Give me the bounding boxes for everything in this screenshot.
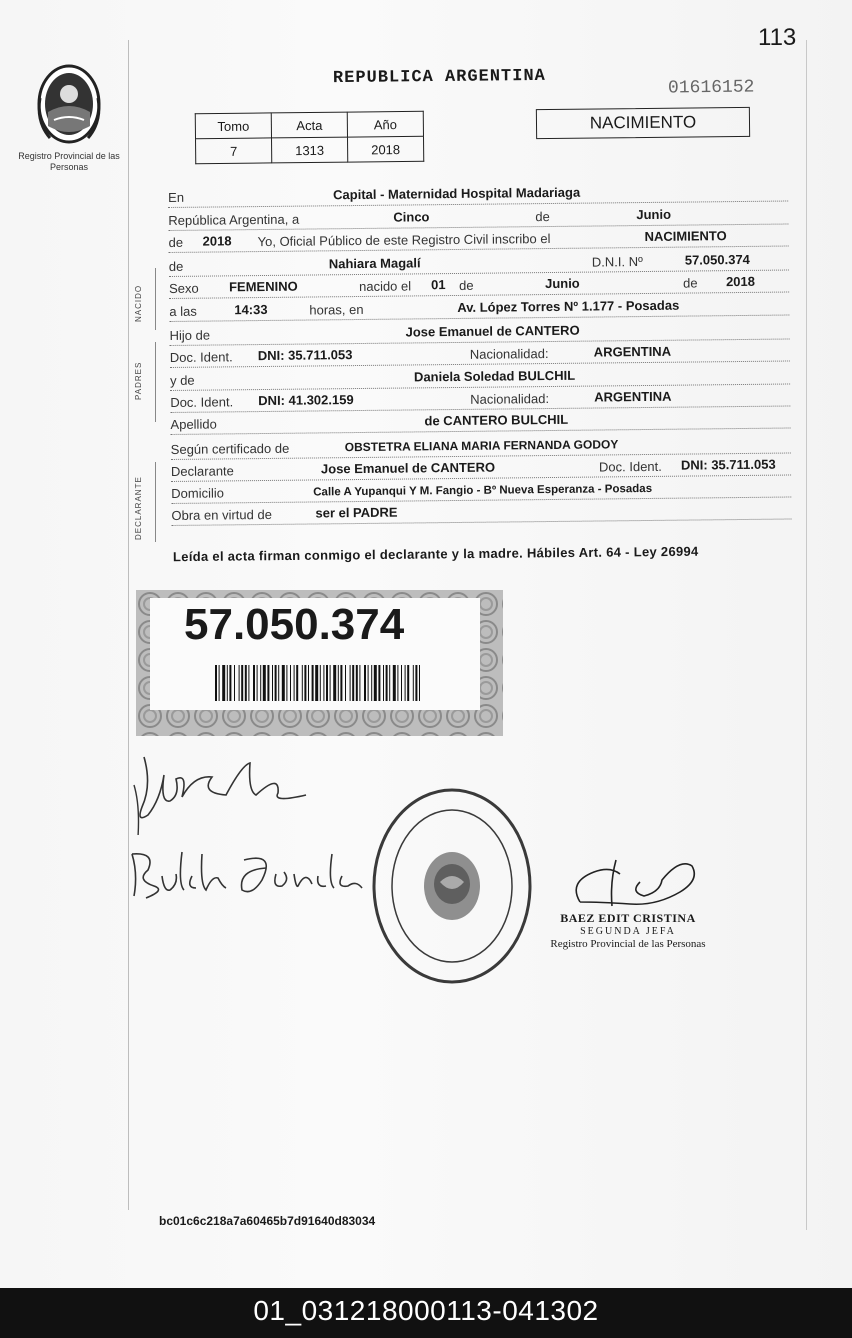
official-registry: Registro Provincial de las Personas [550, 938, 706, 950]
barcode-bar [215, 665, 217, 701]
tomo-header: Tomo [195, 113, 271, 139]
barcode-bar [405, 665, 406, 701]
father-nationality-value: ARGENTINA [593, 344, 672, 360]
declarant-doc-value: DNI: 35.711.053 [680, 456, 776, 473]
barcode-bar [386, 665, 388, 701]
barcode-bar [356, 665, 358, 701]
mother-signature [126, 840, 366, 910]
barcode-bar [345, 665, 346, 701]
barcode-bar [368, 665, 369, 701]
section-label-nacido: NACIDO [134, 284, 143, 322]
barcode-bar [260, 665, 261, 701]
barcode-bar [308, 665, 309, 701]
child-name-value: Nahiara Magalí [328, 255, 421, 272]
barcode-bar [278, 665, 279, 701]
mother-nationality-value: ARGENTINA [594, 388, 672, 405]
section-label-padres: PADRES [134, 361, 143, 400]
tomo-value: 7 [196, 138, 272, 164]
father-doc-value: DNI: 35.711.053 [257, 347, 353, 364]
barcode-bar [419, 665, 420, 701]
label-en: En [168, 190, 185, 206]
birth-place-value: Av. López Torres Nº 1.177 - Posadas [457, 297, 680, 315]
official-role: SEGUNDA JEFA [580, 926, 676, 937]
registry-seal [370, 786, 535, 986]
right-margin-line [806, 40, 807, 1230]
certificate-value: OBSTETRA ELIANA MARIA FERNANDA GODOY [344, 436, 619, 454]
serial-number: 01616152 [667, 77, 755, 99]
section-divider-padres [155, 342, 156, 422]
barcode-bar [296, 665, 298, 701]
barcode-bar [234, 665, 235, 701]
barcode-bar [253, 665, 255, 701]
birth-year-value: 2018 [725, 274, 756, 290]
declarant-value: Jose Emanuel de CANTERO [320, 459, 496, 477]
barcode-bar [397, 665, 398, 701]
barcode-bar [229, 665, 231, 701]
virtue-value: ser el PADRE [315, 505, 398, 521]
barcode-bar [338, 665, 339, 701]
birth-time-value: 14:33 [234, 301, 268, 318]
child-dni-value: 57.050.374 [684, 252, 750, 268]
barcode-bar [415, 665, 417, 701]
record-type-box: NACIMIENTO [536, 107, 750, 139]
year-value: 2018 [202, 233, 232, 249]
birth-month-value: Junio [544, 276, 580, 292]
barcode-bar [239, 665, 240, 701]
address-value: Calle A Yupanqui Y M. Fangio - Bº Nueva Esperanza - Posadas [313, 483, 653, 499]
barcode-bar [263, 665, 266, 701]
document-hash: bc01c6c218a7a60465b7d91640d83034 [159, 1214, 376, 1228]
barcode-bar [290, 665, 291, 701]
sticker-dni-number: 57.050.374 [184, 600, 405, 649]
barcode-bar [393, 665, 396, 701]
barcode-bar [315, 665, 318, 701]
barcode-bar [222, 665, 225, 701]
label-de-month: de [458, 278, 474, 294]
label-nacionalidad-father: Nacionalidad: [469, 346, 549, 363]
barcode-bar [378, 665, 380, 701]
anio-value: 2018 [347, 136, 423, 162]
barcode-bar [248, 665, 249, 701]
label-sexo: Sexo [168, 281, 199, 297]
logo-caption: Registro Provincial de las Personas [18, 151, 120, 172]
label-doc-ident-mother: Doc. Ident. [170, 394, 234, 410]
barcode-bar [359, 665, 360, 701]
page-number: 113 [758, 24, 797, 51]
label-doc-ident-declarant: Doc. Ident. [598, 458, 662, 475]
barcode-bar [304, 665, 306, 701]
mother-doc-value: DNI: 41.302.159 [258, 392, 354, 409]
label-certificado: Según certificado de [170, 440, 290, 457]
label-hijo-de: Hijo de [169, 327, 211, 344]
declarant-signature [130, 745, 310, 835]
barcode-bar [374, 665, 377, 701]
barcode-bar [267, 665, 269, 701]
section-divider-nacido [155, 268, 156, 330]
barcode-icon [215, 665, 421, 701]
barcode-bar [302, 665, 303, 701]
barcode-bar [333, 665, 336, 701]
label-y-de: y de [169, 372, 195, 388]
label-a-las: a las [169, 303, 197, 319]
provincial-logo-icon [34, 64, 104, 150]
label-horas-en: horas, en [309, 301, 364, 318]
footer-code: 01_031218000113-041302 [0, 1288, 852, 1338]
barcode-bar [245, 665, 247, 701]
father-name-value: Jose Emanuel de CANTERO [405, 322, 580, 340]
official-signature [560, 852, 710, 912]
barcode-bar [227, 665, 228, 701]
country-heading: REPUBLICA ARGENTINA [332, 66, 546, 89]
place-value: Capital - Maternidad Hospital Madariaga [333, 184, 581, 203]
barcode-bar [320, 665, 321, 701]
label-doc-ident-father: Doc. Ident. [169, 349, 233, 366]
label-oficial: Yo, Oficial Público de este Registro Civil inscribo el [257, 230, 551, 249]
birth-day-value: 01 [430, 277, 446, 293]
barcode-bar [286, 665, 287, 701]
acta-value: 1313 [272, 137, 348, 163]
barcode-bar [241, 665, 243, 701]
barcode-bar [312, 665, 314, 701]
section-label-declarante: DECLARANTE [134, 476, 143, 540]
label-de-child: de [168, 259, 184, 275]
left-margin-line [128, 40, 129, 1210]
label-nacionalidad-mother: Nacionalidad: [470, 390, 550, 407]
barcode-bar [330, 665, 331, 701]
label-de-year: de [168, 234, 184, 250]
closing-statement: Leída el acta firman conmigo el declarante y la madre. Hábiles Art. 64 - Ley 26994 [172, 543, 699, 565]
label-domicilio: Domicilio [171, 485, 225, 502]
label-de: de [535, 208, 550, 224]
anio-header: Año [347, 111, 423, 137]
month-value: Junio [636, 206, 672, 222]
barcode-bar [383, 665, 384, 701]
acta-header: Acta [271, 112, 347, 138]
surname-value: de CANTERO BULCHIL [424, 412, 569, 429]
barcode-bar [407, 665, 409, 701]
official-stamp [548, 912, 708, 951]
day-words-value: Cinco [393, 208, 430, 225]
barcode-bar [350, 665, 351, 701]
barcode-bar [352, 665, 354, 701]
mother-name-value: Daniela Soledad BULCHIL [413, 367, 576, 385]
label-nacido-el: nacido el [358, 278, 412, 295]
barcode-bar [371, 665, 372, 701]
official-name: BAEZ EDIT CRISTINA [560, 911, 696, 925]
label-dni: D.N.I. Nº [591, 254, 643, 270]
barcode-bar [294, 665, 295, 701]
barcode-bar [340, 665, 342, 701]
section-divider-declarante [155, 462, 156, 542]
barcode-bar [219, 665, 220, 701]
barcode-bar [389, 665, 390, 701]
label-declarante: Declarante [170, 463, 234, 479]
barcode-bar [323, 665, 324, 701]
barcode-bar [326, 665, 328, 701]
label-republica: República Argentina, a [168, 211, 300, 228]
sex-value: FEMENINO [228, 279, 298, 295]
birth-record-form [168, 180, 792, 527]
barcode-bar [272, 665, 273, 701]
barcode-bar [364, 665, 366, 701]
inscription-value: NACIMIENTO [644, 228, 727, 244]
barcode-bar [401, 665, 402, 701]
barcode-bar [275, 665, 277, 701]
barcode-bar [257, 665, 258, 701]
barcode-bar [282, 665, 285, 701]
label-de-birthyear: de [682, 275, 698, 292]
label-obra: Obra en virtud de [171, 507, 272, 524]
register-table [195, 111, 425, 164]
barcode-bar [413, 665, 414, 701]
label-apellido: Apellido [170, 416, 217, 433]
